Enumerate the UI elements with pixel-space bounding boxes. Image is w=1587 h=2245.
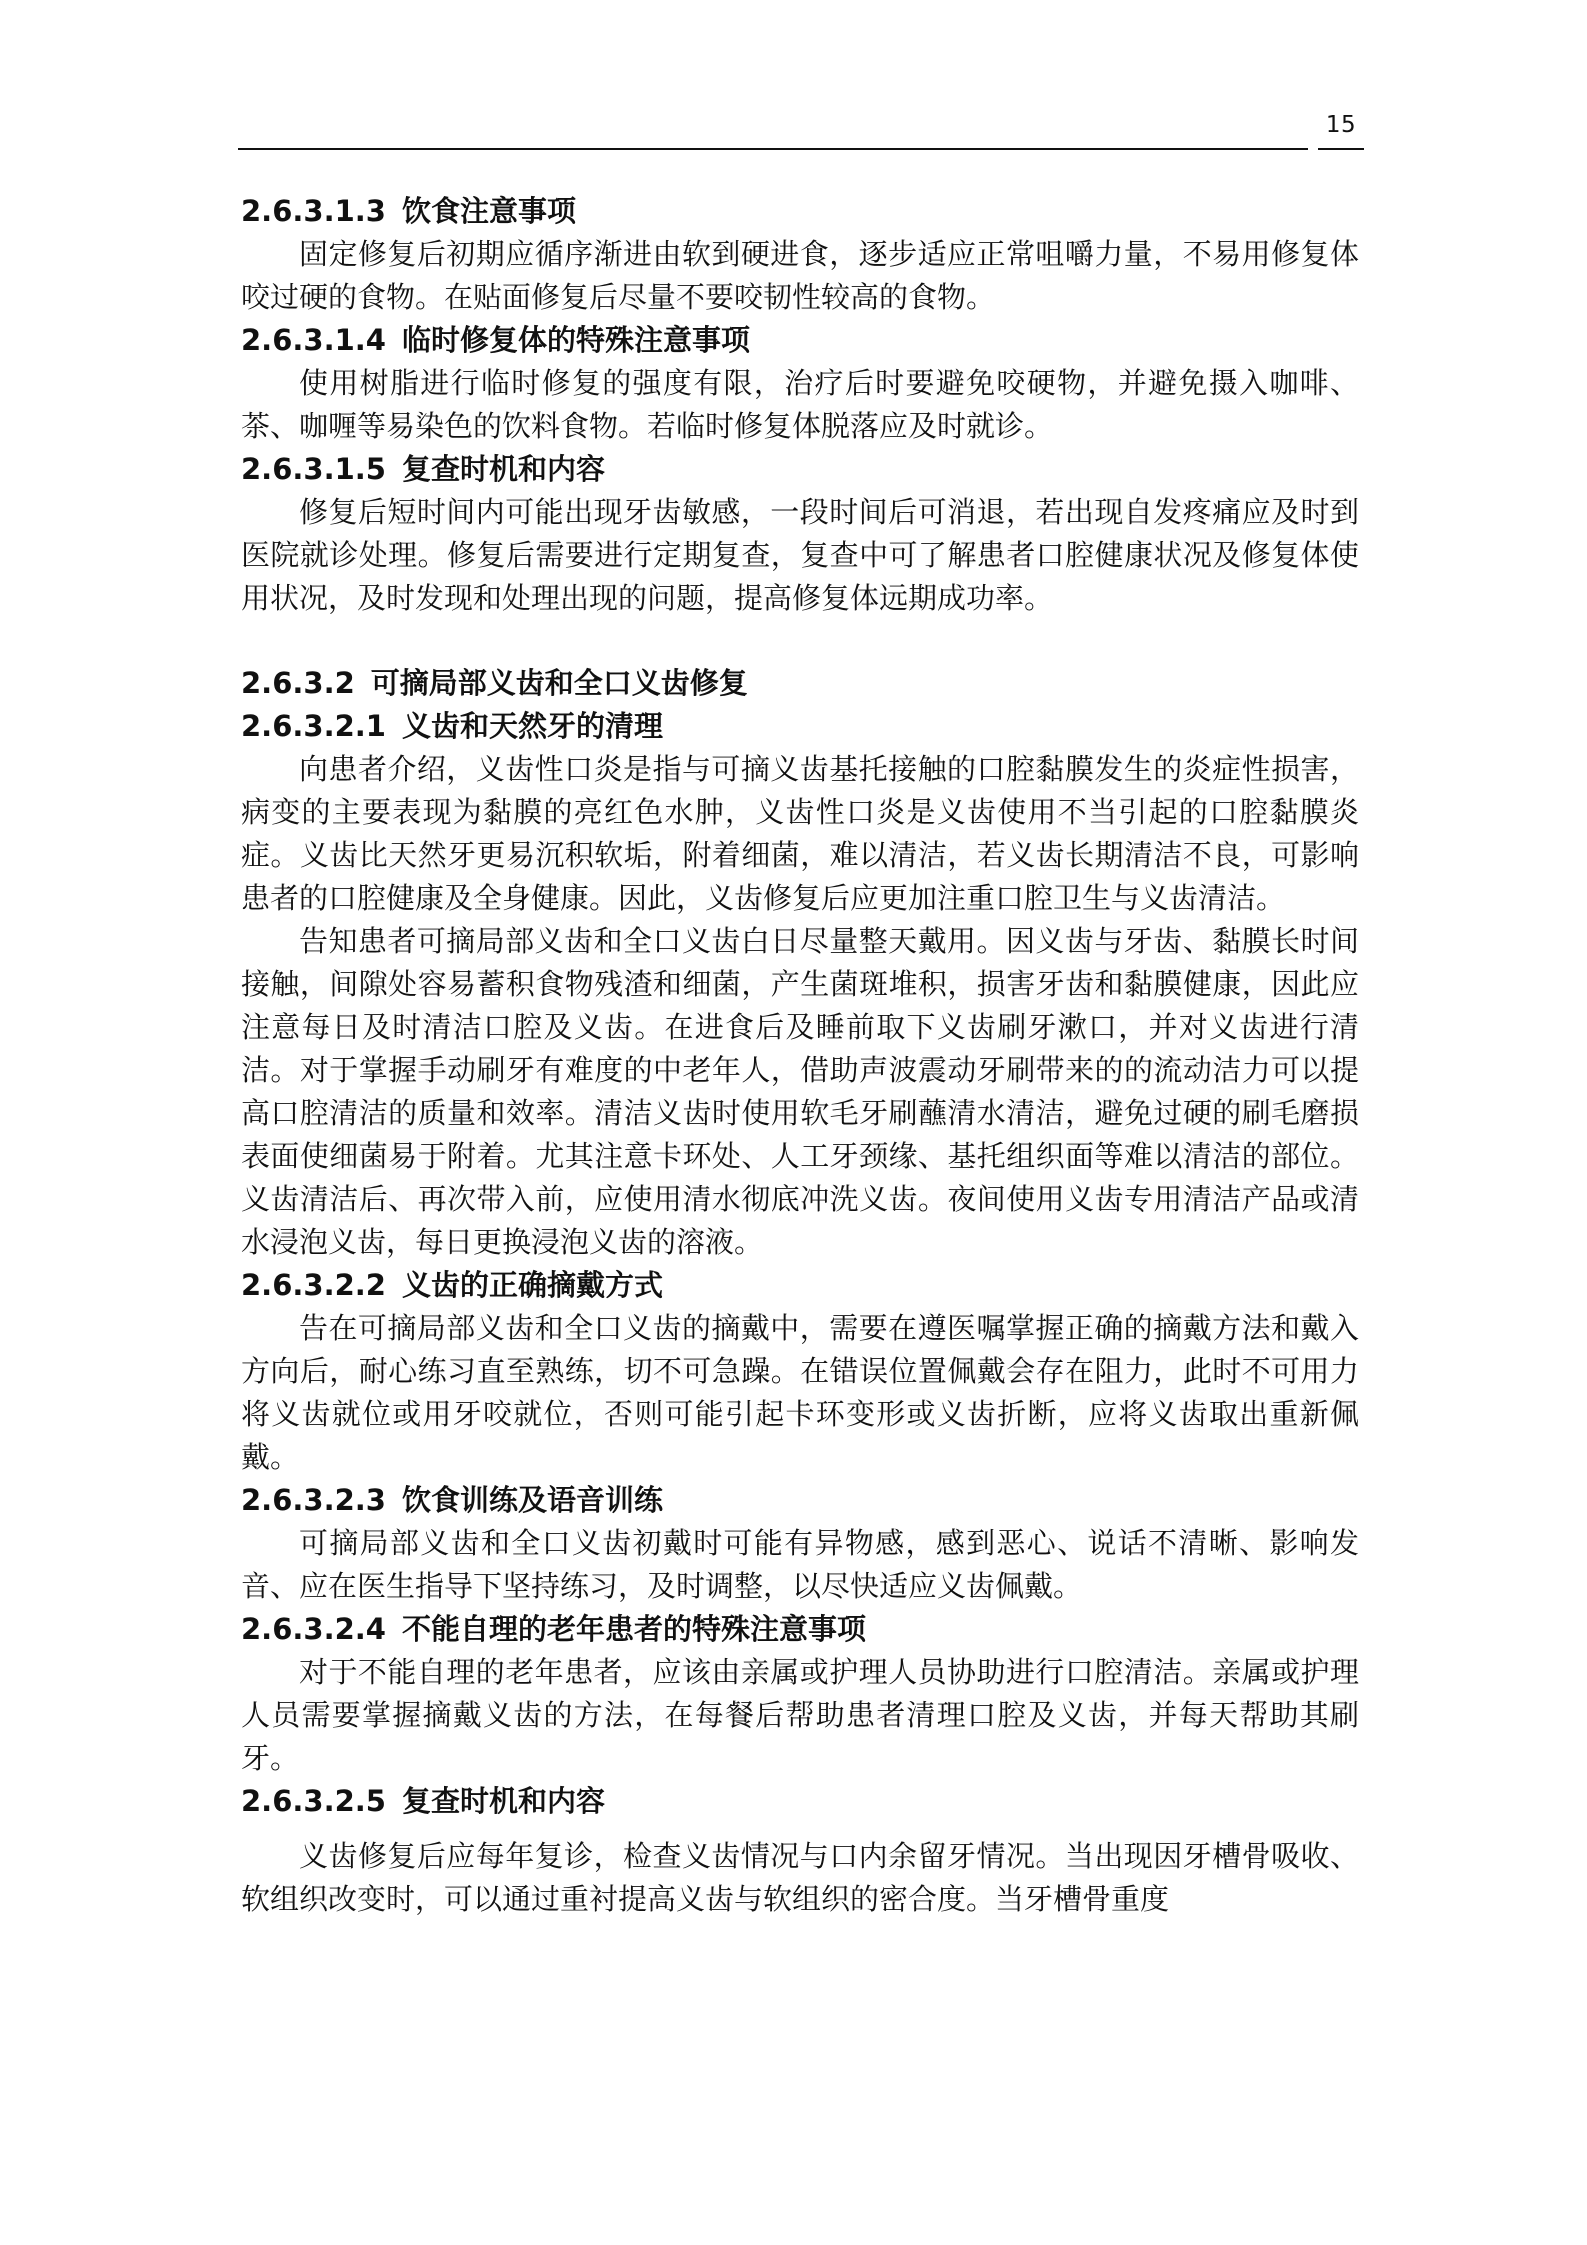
section-spacer — [241, 620, 1359, 662]
section-number: 2.6.3.2 — [241, 666, 355, 700]
paragraph: 告在可摘局部义齿和全口义齿的摘戴中，需要在遵医嘱掌握正确的摘戴方法和戴入方向后，耐心练习直至熟练，切不可急躁。在错误位置佩戴会存在阻力，此时不可用力将义齿就位或用牙咬就位，否则可能引起卡环变形或义齿折断，应将义齿取出重新佩戴。 — [241, 1311, 1359, 1474]
paragraph: 可摘局部义齿和全口义齿初戴时可能有异物感，感到恶心、说话不清晰、影响发音、应在医生指导下坚持练习，及时调整，以尽快适应义齿佩戴。 — [241, 1526, 1359, 1603]
section-heading — [241, 190, 1359, 233]
section-title: 不能自理的老年患者的特殊注意事项 — [401, 1612, 866, 1646]
section-number: 2.6.3.2.2 — [241, 1268, 386, 1302]
header-rule — [238, 148, 1308, 150]
paragraph: 对于不能自理的老年患者，应该由亲属或护理人员协助进行口腔清洁。亲属或护理人员需要掌握摘戴义齿的方法，在每餐后帮助患者清理口腔及义齿，并每天帮助其刷牙。 — [241, 1655, 1359, 1775]
document-body — [241, 190, 1359, 1921]
section-number: 2.6.3.1.5 — [241, 452, 386, 486]
section-number: 2.6.3.1.4 — [241, 323, 386, 357]
section-title: 复查时机和内容 — [401, 1784, 605, 1818]
section-title: 复查时机和内容 — [401, 452, 605, 486]
paragraph: 固定修复后初期应循序渐进由软到硬进食，逐步适应正常咀嚼力量，不易用修复体咬过硬的食物。在贴面修复后尽量不要咬韧性较高的食物。 — [241, 237, 1359, 314]
paragraph: 告知患者可摘局部义齿和全口义齿白日尽量整天戴用。因义齿与牙齿、黏膜长时间接触，间隙处容易蓄积食物残渣和细菌，产生菌斑堆积，损害牙齿和黏膜健康，因此应注意每日及时清洁口腔及义齿。在进食后及睡前取下义齿刷牙漱口，并对义齿进行清洁。对于掌握手动刷牙有难度的中老年人，借助声波震动牙刷带来的的流动洁力可以提高口腔清洁的质量和效率。清洁义齿时使用软毛牙刷蘸清水清洁，避免过硬的刷毛磨损表面使细菌易于附着。尤其注意卡环处、人工牙颈缘、基托组织面等难以清洁的部位。义齿清洁后、再次带入前，应使用清水彻底冲洗义齿。夜间使用义齿专用清洁产品或清水浸泡义齿，每日更换浸泡义齿的溶液。 — [241, 924, 1359, 1259]
section-heading — [241, 1264, 1359, 1307]
section-number: 2.6.3.2.1 — [241, 709, 386, 743]
section-title: 可摘局部义齿和全口义齿修复 — [370, 666, 748, 700]
section-heading — [241, 705, 1359, 748]
section-heading — [241, 1608, 1359, 1651]
section-title: 临时修复体的特殊注意事项 — [401, 323, 750, 357]
section-title: 义齿和天然牙的清理 — [401, 709, 663, 743]
section-title: 饮食注意事项 — [401, 194, 576, 228]
section-title: 饮食训练及语音训练 — [401, 1483, 663, 1517]
section-heading — [241, 448, 1359, 491]
section-number: 2.6.3.2.5 — [241, 1784, 386, 1818]
section-heading — [241, 1780, 1359, 1823]
section-number: 2.6.3.2.4 — [241, 1612, 386, 1646]
section-title: 义齿的正确摘戴方式 — [401, 1268, 663, 1302]
section-number: 2.6.3.1.3 — [241, 194, 386, 228]
section-heading — [241, 1479, 1359, 1522]
paragraph: 使用树脂进行临时修复的强度有限，治疗后时要避免咬硬物，并避免摄入咖啡、茶、咖喱等易染色的饮料食物。若临时修复体脱落应及时就诊。 — [241, 366, 1359, 443]
section-spacer — [241, 1823, 1359, 1835]
section-heading — [241, 662, 1359, 705]
paragraph: 向患者介绍，义齿性口炎是指与可摘义齿基托接触的口腔黏膜发生的炎症性损害，病变的主要表现为黏膜的亮红色水肿，义齿性口炎是义齿使用不当引起的口腔黏膜炎症。义齿比天然牙更易沉积软垢，附着细菌，难以清洁，若义齿长期清洁不良，可影响患者的口腔健康及全身健康。因此，义齿修复后应更加注重口腔卫生与义齿清洁。 — [241, 752, 1359, 915]
paragraph: 修复后短时间内可能出现牙齿敏感，一段时间后可消退，若出现自发疼痛应及时到医院就诊处理。修复后需要进行定期复查，复查中可了解患者口腔健康状况及修复体使用状况，及时发现和处理出现的问题，提高修复体远期成功率。 — [241, 495, 1359, 615]
section-number: 2.6.3.2.3 — [241, 1483, 386, 1517]
paragraph: 义齿修复后应每年复诊，检查义齿情况与口内余留牙情况。当出现因牙槽骨吸收、软组织改变时，可以通过重衬提高义齿与软组织的密合度。当牙槽骨重度 — [241, 1839, 1359, 1916]
section-heading — [241, 319, 1359, 362]
page-number-rule — [1318, 148, 1364, 150]
page-number: 15 — [1325, 112, 1357, 138]
